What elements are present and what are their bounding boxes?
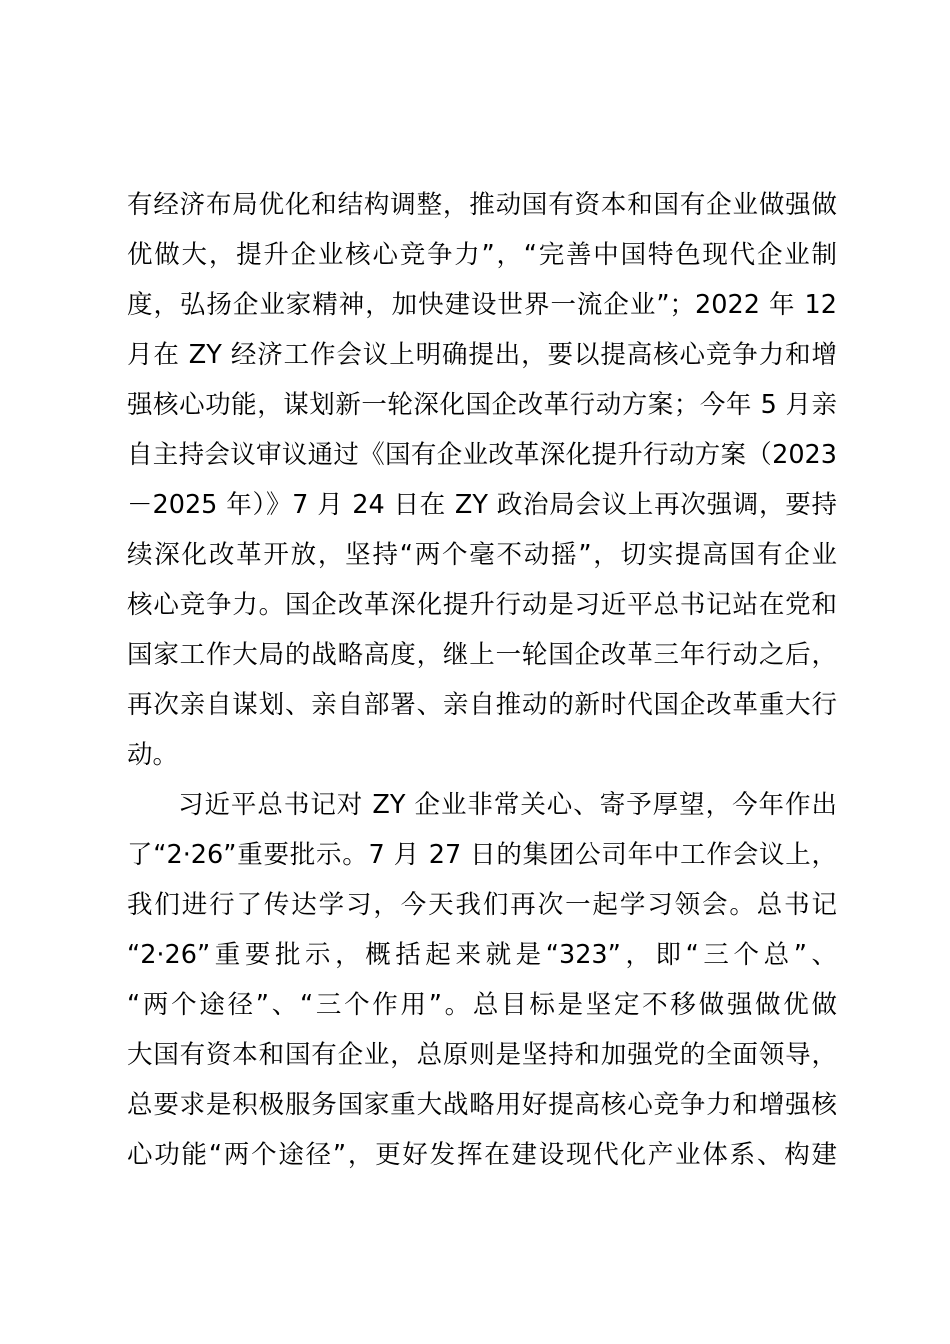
text-line: 优做大，提升企业核心竞争力”，“完善中国特色现代企业制 [127, 240, 837, 270]
text-line: 动。 [127, 740, 179, 770]
text-line: 再次亲自谋划、亲自部署、亲自推动的新时代国企改革重大行 [127, 690, 837, 720]
document-body [127, 180, 837, 1180]
text-line: 强核心功能，谋划新一轮深化国企改革行动方案；今年 5 月亲 [127, 390, 837, 420]
paragraph-1 [127, 180, 837, 780]
text-line: 核心竞争力。国企改革深化提升行动是习近平总书记站在党和 [127, 590, 837, 620]
text-line: 了“2·26”重要批示。7 月 27 日的集团公司年中工作会议上， [127, 840, 837, 870]
text-line: 大国有资本和国有企业，总原则是坚持和加强党的全面领导， [127, 1040, 837, 1070]
text-line: 度，弘扬企业家精神，加快建设世界一流企业”；2022 年 12 [127, 290, 837, 320]
text-line: 续深化改革开放，坚持“两个毫不动摇”，切实提高国有企业 [127, 540, 837, 570]
text-line: 心功能“两个途径”，更好发挥在建设现代化产业体系、构建 [127, 1140, 837, 1170]
text-line: 有经济布局优化和结构调整，推动国有资本和国有企业做强做 [127, 190, 837, 220]
text-line: 习近平总书记对 ZY 企业非常关心、寄予厚望，今年作出 [178, 790, 837, 820]
text-line: 总要求是积极服务国家重大战略用好提高核心竞争力和增强核 [127, 1090, 837, 1120]
text-line: 我们进行了传达学习，今天我们再次一起学习领会。总书记 [127, 890, 837, 920]
text-line: “2·26”重要批示，概括起来就是“323”，即“三个总”、 [127, 940, 837, 970]
text-line: －2025 年）》7 月 24 日在 ZY 政治局会议上再次强调，要持 [127, 490, 837, 520]
text-line: “两个途径”、“三个作用”。总目标是坚定不移做强做优做 [127, 990, 837, 1020]
text-line: 月在 ZY 经济工作会议上明确提出，要以提高核心竞争力和增 [127, 340, 837, 370]
paragraph-2 [127, 780, 837, 1180]
text-line: 国家工作大局的战略高度，继上一轮国企改革三年行动之后， [127, 640, 837, 670]
text-line: 自主持会议审议通过《国有企业改革深化提升行动方案（2023 [127, 440, 837, 470]
